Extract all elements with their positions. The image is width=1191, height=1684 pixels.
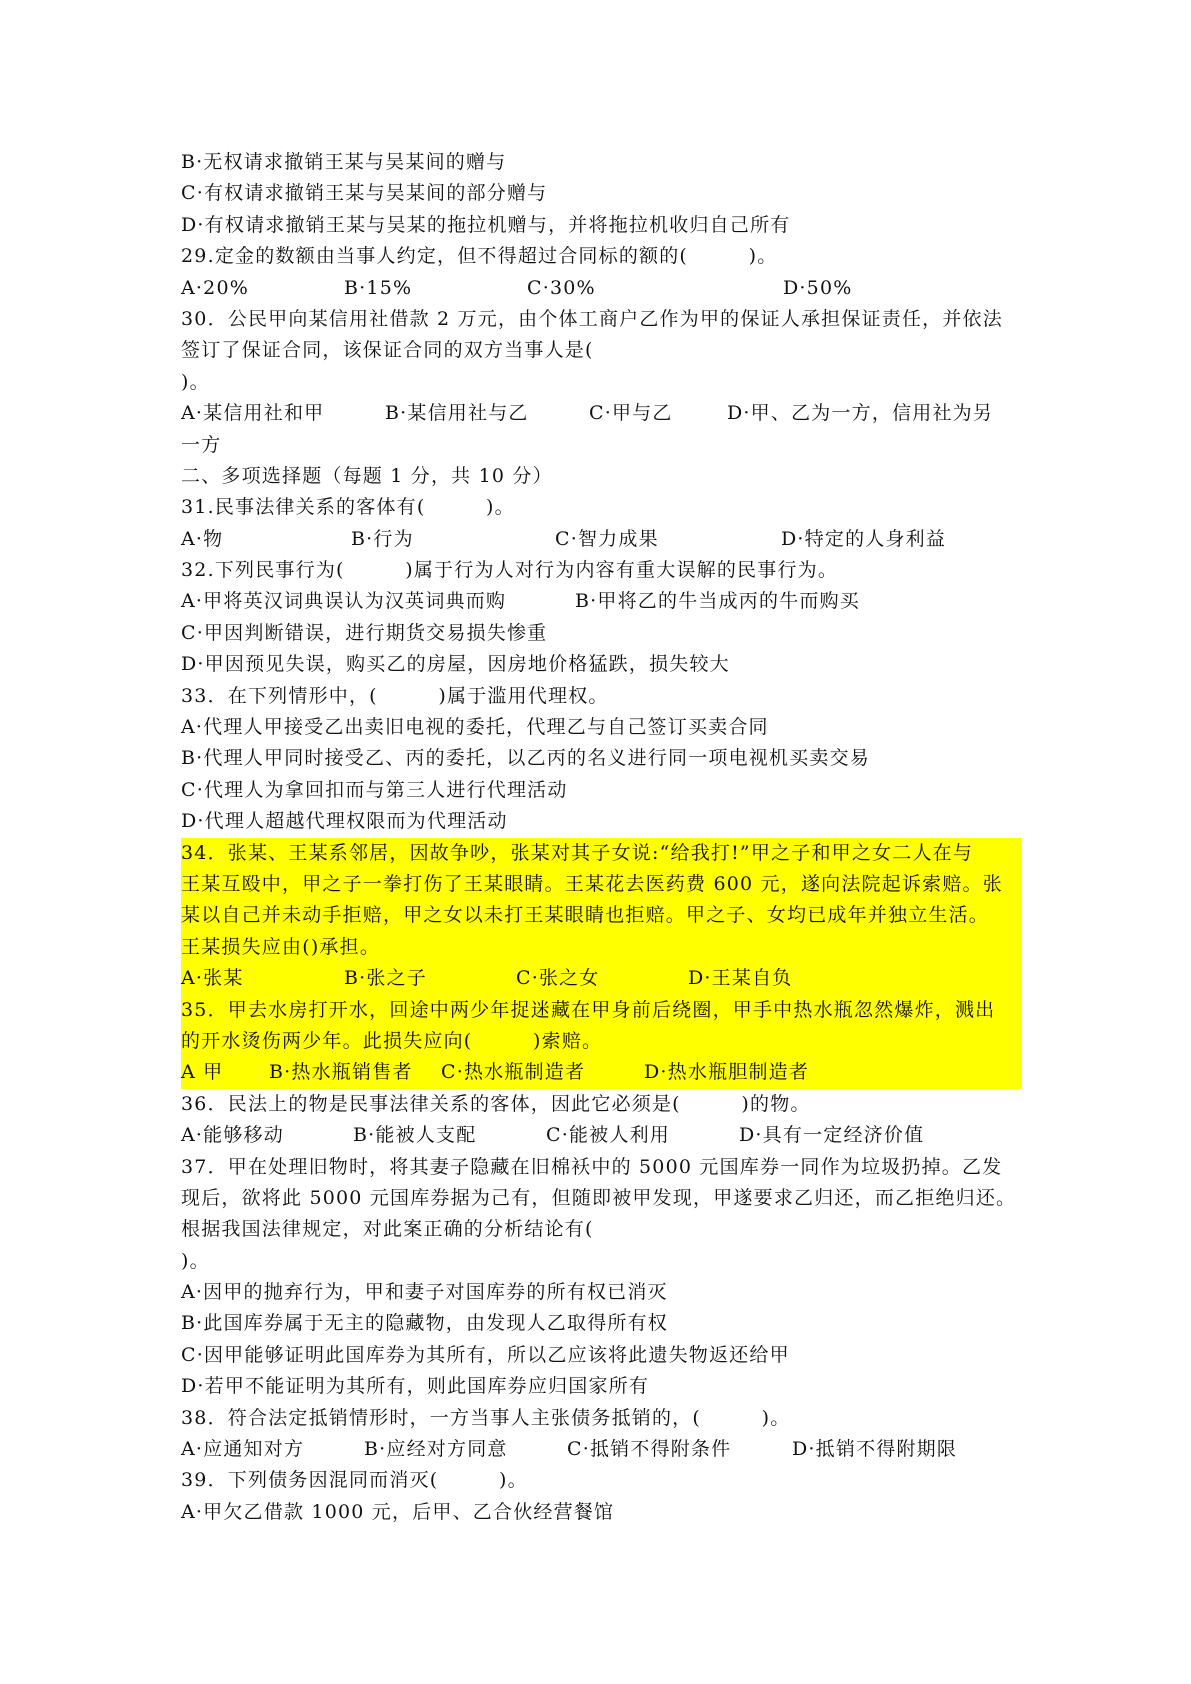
q37-stem-1: 37．甲在处理旧物时，将其妻子隐藏在旧棉袄中的 5000 元国库券一同作为垃圾扔掉。乙发 <box>181 1155 1003 1178</box>
q39-option-a: A·甲欠乙借款 1000 元，后甲、乙合伙经营餐馆 <box>181 1500 615 1523</box>
q28-option-c: C·有权请求撤销王某与吴某间的部分赠与 <box>181 182 548 205</box>
q35-option-b: B·热水瓶销售者 <box>269 1061 413 1084</box>
q32-option-a: A·甲将英汉词典误认为汉英词典而购 <box>181 590 507 613</box>
q31-option-d: D·特定的人身利益 <box>781 527 947 550</box>
q37-stem-3: 根据我国法律规定，对此案正确的分析结论有( <box>181 1218 594 1241</box>
q28-option-b: B·无权请求撤销王某与吴某间的赠与 <box>181 151 507 173</box>
q30-option-b: B·某信用社与乙 <box>385 402 529 425</box>
q31-stem: 31.民事法律关系的客体有( )。 <box>181 496 515 519</box>
q35-option-c: C·热水瓶制造者 <box>441 1061 586 1084</box>
q32-stem: 32.下列民事行为( )属于行为人对行为内容有重大误解的民事行为。 <box>181 559 839 582</box>
q31-option-b: B·行为 <box>351 527 414 550</box>
q36-option-b: B·能被人支配 <box>353 1124 477 1147</box>
q36-option-a: A·能够移动 <box>181 1124 284 1147</box>
q34-options <box>181 963 1021 994</box>
q33-option-a: A·代理人甲接受乙出卖旧电视的委托，代理乙与自己签订买卖合同 <box>181 716 769 739</box>
q30-stem-2: 签订了保证合同，该保证合同的双方当事人是( <box>181 339 594 362</box>
q29-stem: 29.定金的数额由当事人约定，但不得超过合同标的额的( )。 <box>181 245 778 268</box>
q29-option-d: D·50% <box>783 276 853 299</box>
q33-option-b: B·代理人甲同时接受乙、丙的委托，以乙丙的名义进行同一项电视机买卖交易 <box>181 747 871 770</box>
q37-stem-2: 现后，欲将此 5000 元国库券据为己有，但随即被甲发现，甲遂要求乙归还，而乙拒绝归还。 <box>181 1186 1017 1209</box>
q34-option-b: B·张之子 <box>344 967 428 990</box>
section-2-heading: 二、多项选择题（每题 1 分，共 10 分） <box>181 464 553 487</box>
q38-stem: 38．符合法定抵销情形时，一方当事人主张债务抵销的，( )。 <box>181 1406 791 1429</box>
q36-option-c: C·能被人利用 <box>546 1124 670 1147</box>
q33-stem: 33．在下列情形中，( )属于滥用代理权。 <box>181 684 609 707</box>
q28-option-d: D·有权请求撤销王某与吴某的拖拉机赠与，并将拖拉机收归自己所有 <box>181 213 791 236</box>
exam-text <box>181 147 1021 1528</box>
q30-option-a: A·某信用社和甲 <box>181 402 325 425</box>
q38-option-b: B·应经对方同意 <box>364 1438 508 1461</box>
q34-stem-4: 王某损失应由()承担。 <box>181 932 1021 963</box>
q37-stem-4: )。 <box>181 1249 210 1272</box>
q35-stem-2: 的开水烫伤两少年。此损失应向( )索赔。 <box>181 1026 1021 1057</box>
q38-option-d: D·抵销不得附期限 <box>792 1438 958 1461</box>
q38-option-a: A·应通知对方 <box>181 1438 305 1461</box>
q31-options <box>181 524 1021 555</box>
q34-stem-1: 34．张某、王某系邻居，因故争吵，张某对其子女说:“给我打!”甲之子和甲之女二人在与 <box>181 838 1021 869</box>
q32-option-b: B·甲将乙的牛当成丙的牛而购买 <box>575 590 861 613</box>
q30-stem-1: 30．公民甲向某信用社借款 2 万元，由个体工商户乙作为甲的保证人承担保证责任，并依法 <box>181 307 1003 330</box>
q32-option-c: C·甲因判断错误，进行期货交易损失惨重 <box>181 621 548 644</box>
q34-stem-3: 某以自己并未动手拒赔，甲之女以未打王某眼睛也拒赔。甲之子、女均已成年并独立生活。 <box>181 900 1021 931</box>
q35-stem-1: 35．甲去水房打开水，回途中两少年捉迷藏在甲身前后绕圈，甲手中热水瓶忽然爆炸，溅出 <box>181 995 1021 1026</box>
q29-option-a: A·20% <box>181 276 249 299</box>
q32-options-ab <box>181 586 1021 617</box>
q34-option-d: D·王某自负 <box>688 967 793 990</box>
q31-option-c: C·智力成果 <box>555 527 659 550</box>
q29-options <box>181 273 1021 304</box>
q35-options <box>181 1057 1021 1088</box>
q29-option-c: C·30% <box>527 276 596 299</box>
q35-option-d: D·热水瓶胆制造者 <box>644 1061 810 1084</box>
q30-option-d-cont: 一方 <box>181 433 222 456</box>
q34-stem-2: 王某互殴中，甲之子一拳打伤了王某眼睛。王某花去医药费 600 元，遂向法院起诉索赔。张 <box>181 869 1021 900</box>
q37-option-d: D·若甲不能证明为其所有，则此国库券应归国家所有 <box>181 1375 650 1398</box>
q30-option-c: C·甲与乙 <box>589 402 673 425</box>
q33-option-d: D·代理人超越代理权限而为代理活动 <box>181 810 508 833</box>
q33-option-c: C·代理人为拿回扣而与第三人进行代理活动 <box>181 778 568 801</box>
q37-option-b: B·此国库券属于无主的隐藏物，由发现人乙取得所有权 <box>181 1312 669 1335</box>
q37-option-a: A·因甲的抛弃行为，甲和妻子对国库券的所有权已消灭 <box>181 1281 668 1304</box>
q31-option-a: A·物 <box>181 527 224 550</box>
q32-option-d: D·甲因预见失误，购买乙的房屋，因房地价格猛跌，损失较大 <box>181 653 730 676</box>
q34-option-c: C·张之女 <box>516 967 600 990</box>
q36-options <box>181 1120 1021 1151</box>
q38-options <box>181 1434 1021 1465</box>
q38-option-c: C·抵销不得附条件 <box>567 1438 732 1461</box>
q34-option-a: A·张某 <box>181 967 244 990</box>
q30-options <box>181 398 1021 429</box>
q39-stem: 39．下列债务因混同而消灭( )。 <box>181 1469 528 1492</box>
q35-option-a: A 甲 <box>181 1061 224 1084</box>
q36-option-d: D·具有一定经济价值 <box>739 1124 925 1147</box>
q30-stem-3: )。 <box>181 370 210 393</box>
q37-option-c: C·因甲能够证明此国库券为其所有，所以乙应该将此遗失物返还给甲 <box>181 1343 790 1366</box>
q29-option-b: B·15% <box>344 276 413 299</box>
q30-option-d: D·甲、乙为一方，信用社为另 <box>727 402 994 425</box>
q36-stem: 36．民法上的物是民事法律关系的客体，因此它必须是( )的物。 <box>181 1092 811 1115</box>
